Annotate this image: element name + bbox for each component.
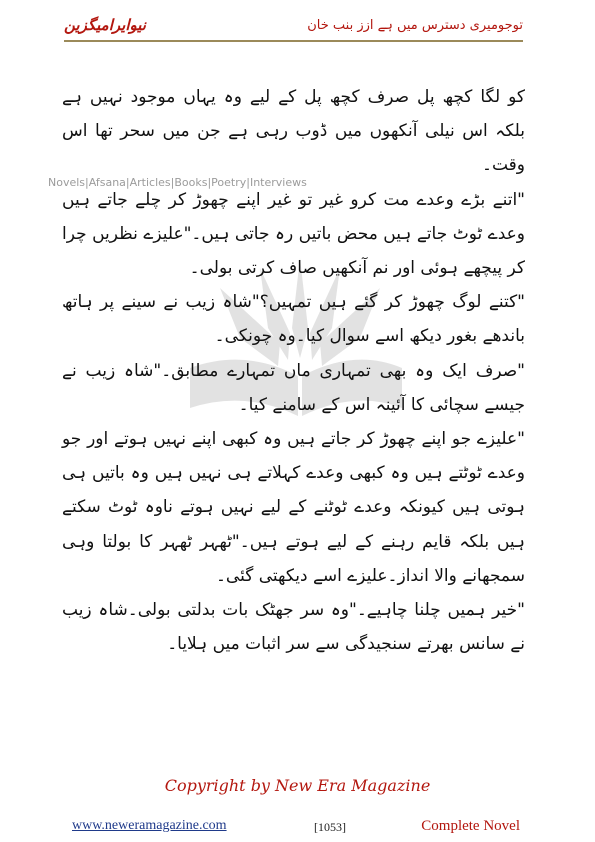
watermark-text: Novels|Afsana|Articles|Books|Poetry|Interviews	[48, 176, 307, 189]
copyright-notice: Copyright by New Era Magazine	[164, 776, 431, 795]
page-number: [1053]	[314, 820, 346, 834]
website-link[interactable]: www.neweramagazine.com	[72, 818, 227, 833]
paragraph: "علیزے جو اپنے چھوڑ کر جاتے ہیں وہ کبھی اپنے نہیں ہوتے اور جو وعدے ٹوٹتے ہیں وہ کبھی وعدے کہلاتے ہی نہیں ہیں وہ باتیں ہی ہوتی ہیں کیونکہ وعدے ٹوٹنے کے لیے نہیں ہوتے ناوہ ٹوٹ سکتے ہیں بلکہ قایم رہنے کے لیے ہوتے ہیں۔"ٹھہر ٹھہر کا بولتا وہی سمجھانے والا انداز۔علیزے اسے دیکھتی گئی۔	[62, 429, 525, 586]
paragraph: "کتنے لوگ چھوڑ کر گئے ہیں تمہیں؟"شاہ زیب نے سینے پر ہاتھ باندھے بغور دیکھ اسے سوال کیا۔وہ چونکی۔	[62, 292, 525, 347]
story-body	[62, 80, 525, 661]
paragraph: "اتنے بڑے وعدے مت کرو غیر تو غیر اپنے چھوڑ کر چلے جاتے ہیں وعدے ٹوٹ جاتے ہیں محض باتیں رہ جاتی ہیں۔"علیزے نظریں چرا کر پیچھے ہوئی اور نم آنکھیں صاف کرتی بولی۔	[62, 189, 525, 279]
paragraph: "صرف ایک وہ بھی تمہاری ماں تمہارے مطابق۔"شاہ زیب نے جیسے سچائی کا آئینہ اس کے سامنے کیا۔	[62, 360, 525, 415]
paragraph: کو لگا کچھ پل صرف کچھ پل کے لیے وہ یہاں موجود نہیں ہے بلکہ اس نیلی آنکھوں میں ڈوب رہی ہے جن میں سحر تھا اس وقت۔	[62, 87, 525, 176]
magazine-name: نیوایرامیگزین	[64, 16, 146, 34]
novel-label: Complete Novel	[421, 818, 520, 834]
paragraph: "خیر ہمیں چلنا چاہیے۔"وہ سر جھٹک بات بدلتی بولی۔شاہ زیب نے سانس بھرتے سنجیدگی سے سر اثبات میں ہلایا۔	[62, 600, 525, 655]
header-divider	[64, 40, 523, 42]
novel-title: توجومیری دسترس میں ہے ازز بنب خان	[307, 18, 523, 33]
